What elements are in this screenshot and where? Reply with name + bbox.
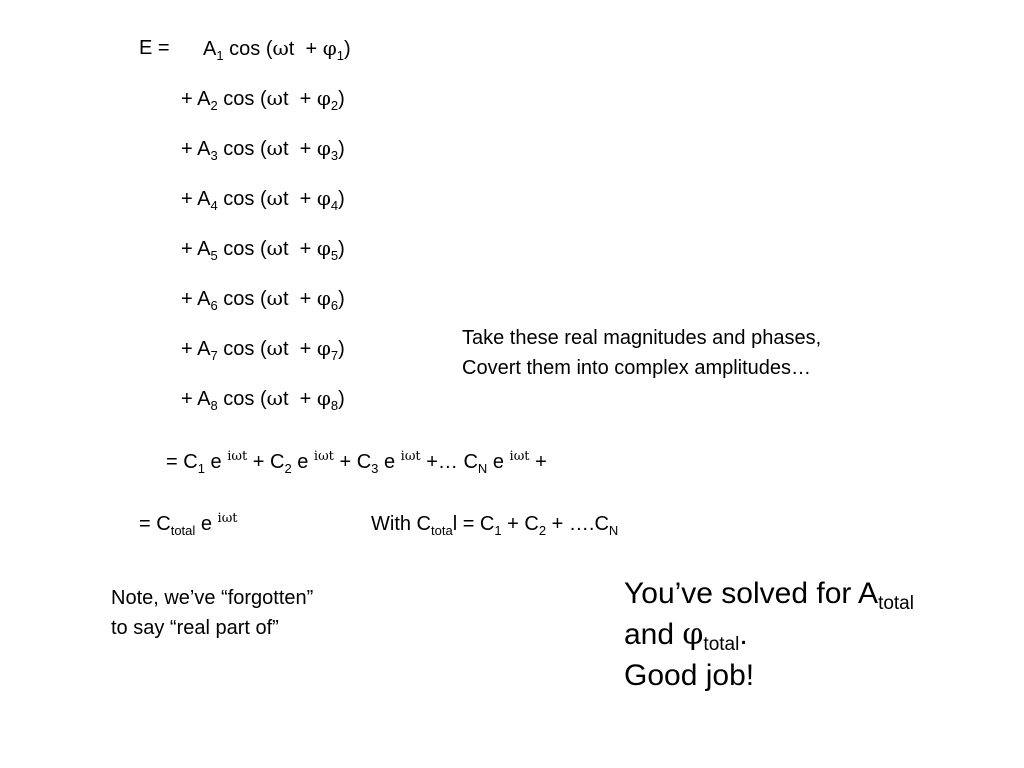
cosine-term: + $A_8$ $\cos (\omega t + \varphi_8)$ [181,386,345,413]
instruction-line-2: Covert them into complex amplitudes… [462,357,812,379]
phi-symbol: φ [322,36,337,60]
equation-lhs: E = [139,37,170,59]
phi-symbol: φ [316,136,331,160]
omega-symbol: ω [266,336,283,360]
cosine-term: $A_1$ $\cos (\omega t + \varphi_1)$ [203,36,351,63]
omega-symbol: ω [266,86,283,110]
cosine-term: + $A_4$ $\cos (\omega t + \varphi_4)$ [181,186,345,213]
complex-sum-line: = $C_1$ e $^{i\omega t} + C_2$ e $^{i\omega t} + C_3$ e $^{i\omega t}$ +… $C_N$ e $^{i\omega t}$ + [166,449,547,476]
phi-symbol: φ [316,336,331,360]
cosine-term: + $A_5$ $\cos (\omega t + \varphi_5)$ [181,236,345,263]
note-line-2: to say “real part of” [111,617,279,639]
cosine-term: + $A_3$ $\cos (\omega t + \varphi_3)$ [181,136,345,163]
instruction-text [462,326,821,380]
solved-line-3: Good job! [624,659,755,692]
solved-line-1: You’ve solved for $A_{total}$ [624,577,914,614]
phi-symbol: φ [316,286,331,310]
phi-symbol: φ [682,617,704,652]
note-line-1: Note, we’ve “forgotten” [111,587,314,609]
phi-symbol: φ [316,236,331,260]
phi-symbol: φ [316,186,331,210]
total-amplitude-line: = $C_{total}$ e $^{i\omega t}$ [139,511,238,538]
instruction-line-1: Take these real magnitudes and phases, [462,327,822,349]
omega-symbol: ω [266,286,283,310]
cosine-term: + $A_6$ $\cos (\omega t + \varphi_6)$ [181,286,345,313]
cosine-term: + $A_7$ $\cos (\omega t + \varphi_7)$ [181,336,345,363]
omega-symbol: ω [266,236,283,260]
omega-symbol: ω [266,386,283,410]
total-definition: With $C_{tota}l = C_1 + C_2$ + $\dots.C_N$ [371,513,619,538]
exponent: iωt [227,449,248,464]
omega-symbol: ω [272,36,289,60]
solved-message [624,573,914,696]
note-text [111,583,313,643]
phi-symbol: φ [316,86,331,110]
solved-line-2: and $\varphi_{total}$. [624,617,748,655]
omega-symbol: ω [266,186,283,210]
phi-symbol: φ [316,386,331,410]
omega-symbol: ω [266,136,283,160]
equals-sign: = [166,451,178,473]
cosine-term: + $A_2$ $\cos (\omega t + \varphi_2)$ [181,86,345,113]
